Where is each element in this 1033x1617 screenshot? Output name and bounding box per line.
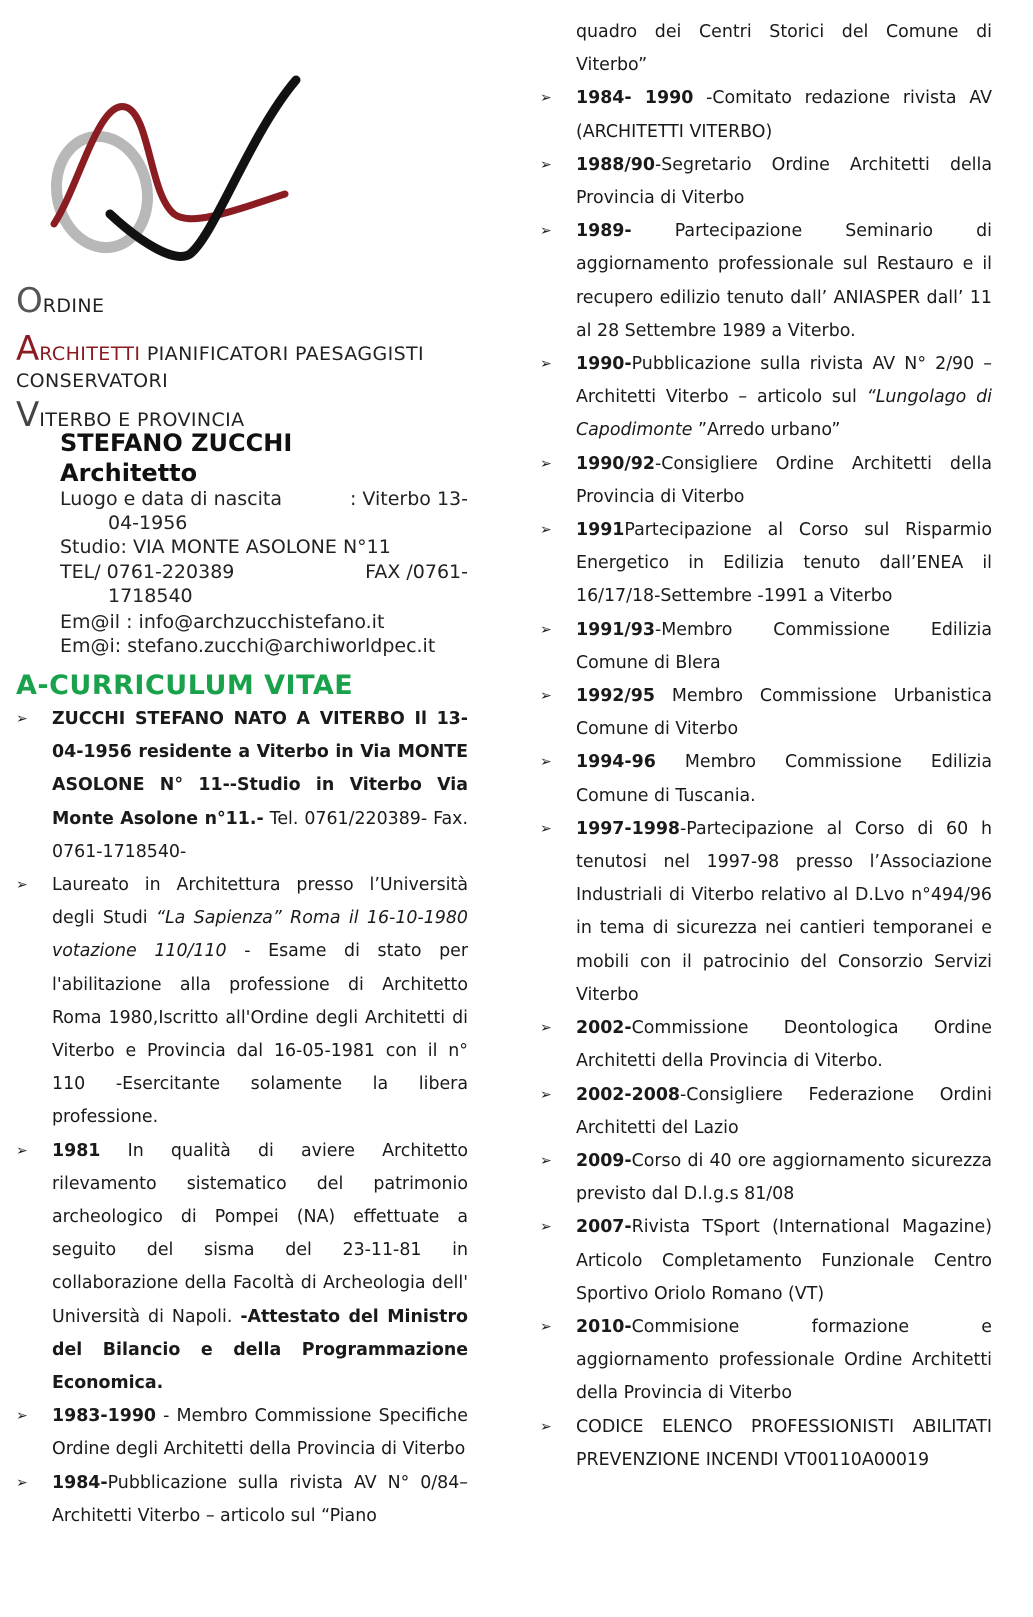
list-item: ➢ 2010-Commisione formazione e aggiornamento professionale Ordine Architetti della Provincia di Viterbo [540,1311,992,1411]
contact-email-1: Em@il : info@archzucchistefano.it [60,611,385,633]
cv-right-column [540,16,992,1477]
contact-email-2: Em@i: stefano.zucchi@archiworldpec.it [60,635,436,657]
contact-tel-fax: TEL/ 0761-220389 FAX /0761- 1718540 [60,561,468,607]
bullet-arrow-icon: ➢ [540,356,552,373]
bullet-arrow-icon: ➢ [16,1142,28,1159]
order-logo-icon [40,74,310,274]
org-line-viterbo: VITERBO E PROVINCIA [16,395,245,435]
list-item: ➢ 1989- Partecipazione Seminario di aggiornamento professionale sul Restauro e il recupero edilizio tenuto dall’ ANIASPER dall’ 11 al 28 Settembre 1989 a Viterbo. [540,215,992,348]
list-item-continuation: quadro dei Centri Storici del Comune di Viterbo” [576,22,992,76]
contact-studio: Studio: VIA MONTE ASOLONE N°11 [60,536,391,558]
list-item: ➢ 1981 In qualità di aviere Architetto rilevamento sistematico del patrimonio archeologico di Pompei (NA) effettuate a seguito del sisma del 23-11-81 in collaborazione della Facoltà di Archeologia dell' Università di Napoli. -Attestato del Ministro del Bilancio e della Programmazione Economica. [16,1135,468,1401]
person-name-block [60,428,480,488]
bullet-arrow-icon: ➢ [540,1152,552,1169]
bullet-arrow-icon: ➢ [16,877,28,894]
list-item: ➢ 1988/90-Segretario Ordine Architetti della Provincia di Viterbo [540,149,992,215]
bullet-arrow-icon: ➢ [540,90,552,107]
bullet-arrow-icon: ➢ [540,156,552,173]
cv-heading: A-CURRICULUM VITAE [16,670,354,701]
bullet-arrow-icon: ➢ [540,1086,552,1103]
org-line-ordine: ORDINE [16,281,105,321]
list-item: ➢ 1991/93-Membro Commissione Edilizia Comune di Blera [540,614,992,680]
bullet-arrow-icon: ➢ [540,1219,552,1236]
logo-red-curve [54,107,285,224]
list-item: ➢ 1984- 1990 -Comitato redazione rivista AV (ARCHITETTI VITERBO) [540,82,992,148]
list-item: ➢ 1992/95 Membro Commissione Urbanistica Comune di Viterbo [540,680,992,746]
bullet-arrow-icon: ➢ [540,688,552,705]
list-item: ➢ 1984-Pubblicazione sulla rivista AV N° 0/84– Architetti Viterbo – articolo sul “Piano [16,1467,468,1533]
org-line-architetti: ARCHITETTI PIANIFICATORI PAESAGGISTI [16,329,425,369]
bullet-arrow-icon: ➢ [16,1408,28,1425]
bullet-arrow-icon: ➢ [540,1418,552,1435]
list-item: ➢ 2002-2008-Consigliere Federazione Ordini Architetti del Lazio [540,1079,992,1145]
bullet-arrow-icon: ➢ [540,820,552,837]
list-item: ➢ 2007-Rivista TSport (International Magazine) Articolo Completamento Funzionale Centro Sportivo Oriolo Romano (VT) [540,1211,992,1311]
contact-birth: Luogo e data di nascita : Viterbo 13- 04-1956 [60,488,468,534]
list-item: ➢ 1994-96 Membro Commissione Edilizia Comune di Tuscania. [540,746,992,812]
person-title: Architetto [60,459,198,487]
list-item: ➢ 1983-1990 - Membro Commissione Specifiche Ordine degli Architetti della Provincia di Viterbo [16,1400,468,1466]
list-item: ➢ CODICE ELENCO PROFESSIONISTI ABILITATI PREVENZIONE INCENDI VT00110A00019 [540,1411,992,1477]
cv-left-column [16,703,468,1533]
list-item: ➢ 2002-Commissione Deontologica Ordine Architetti della Provincia di Viterbo. [540,1012,992,1078]
list-item: ➢ 1991Partecipazione al Corso sul Risparmio Energetico in Edilizia tenuto dall’ENEA il 16/17/18-Settembre -1991 a Viterbo [540,514,992,614]
bullet-arrow-icon: ➢ [540,754,552,771]
bullet-arrow-icon: ➢ [16,1474,28,1491]
person-name: STEFANO ZUCCHI [60,429,293,457]
bullet-arrow-icon: ➢ [540,1318,552,1335]
list-item: ➢ 2009-Corso di 40 ore aggiornamento sicurezza previsto dal D.l.g.s 81/08 [540,1145,992,1211]
list-item: ➢ 1997-1998-Partecipazione al Corso di 60 h tenutosi nel 1997-98 presso l’Associazione Industriali di Viterbo relativo al D.Lvo n°494/96 in tema di sicurezza nei cantieri temporanei e mobili con il patrocinio del Consorzio Servizi Viterbo [540,813,992,1012]
bullet-arrow-icon: ➢ [540,223,552,240]
bullet-arrow-icon: ➢ [540,455,552,472]
list-item: ➢ 1990/92-Consigliere Ordine Architetti della Provincia di Viterbo [540,448,992,514]
bullet-arrow-icon: ➢ [16,711,28,727]
org-line-conservatori: CONSERVATORI [16,370,169,392]
list-item: ➢ Laureato in Architettura presso l’Università degli Studi “La Sapienza” Roma il 16-10-1980 votazione 110/110 - Esame di stato per l'abilitazione alla professione di Architetto Roma 1980,Iscritto all'Ordine degli Architetti di Viterbo e Provincia dal 16-05-1981 con il n° 110 -Esercitante solamente la libera professione. [16,869,468,1135]
bullet-arrow-icon: ➢ [540,522,552,539]
bullet-arrow-icon: ➢ [540,621,552,638]
bullet-arrow-icon: ➢ [540,1020,552,1037]
list-item: ➢ 1990-Pubblicazione sulla rivista AV N° 2/90 – Architetti Viterbo – articolo sul “Lungolago di Capodimonte ”Arredo urbano” [540,348,992,448]
list-item: ➢ ZUCCHI STEFANO NATO A VITERBO Il 13-04-1956 residente a Viterbo in Via MONTE ASOLONE N° 11--Studio in Viterbo Via Monte Asolone n°11.- Tel. 0761/220389- Fax. 0761-1718540- [16,703,468,869]
